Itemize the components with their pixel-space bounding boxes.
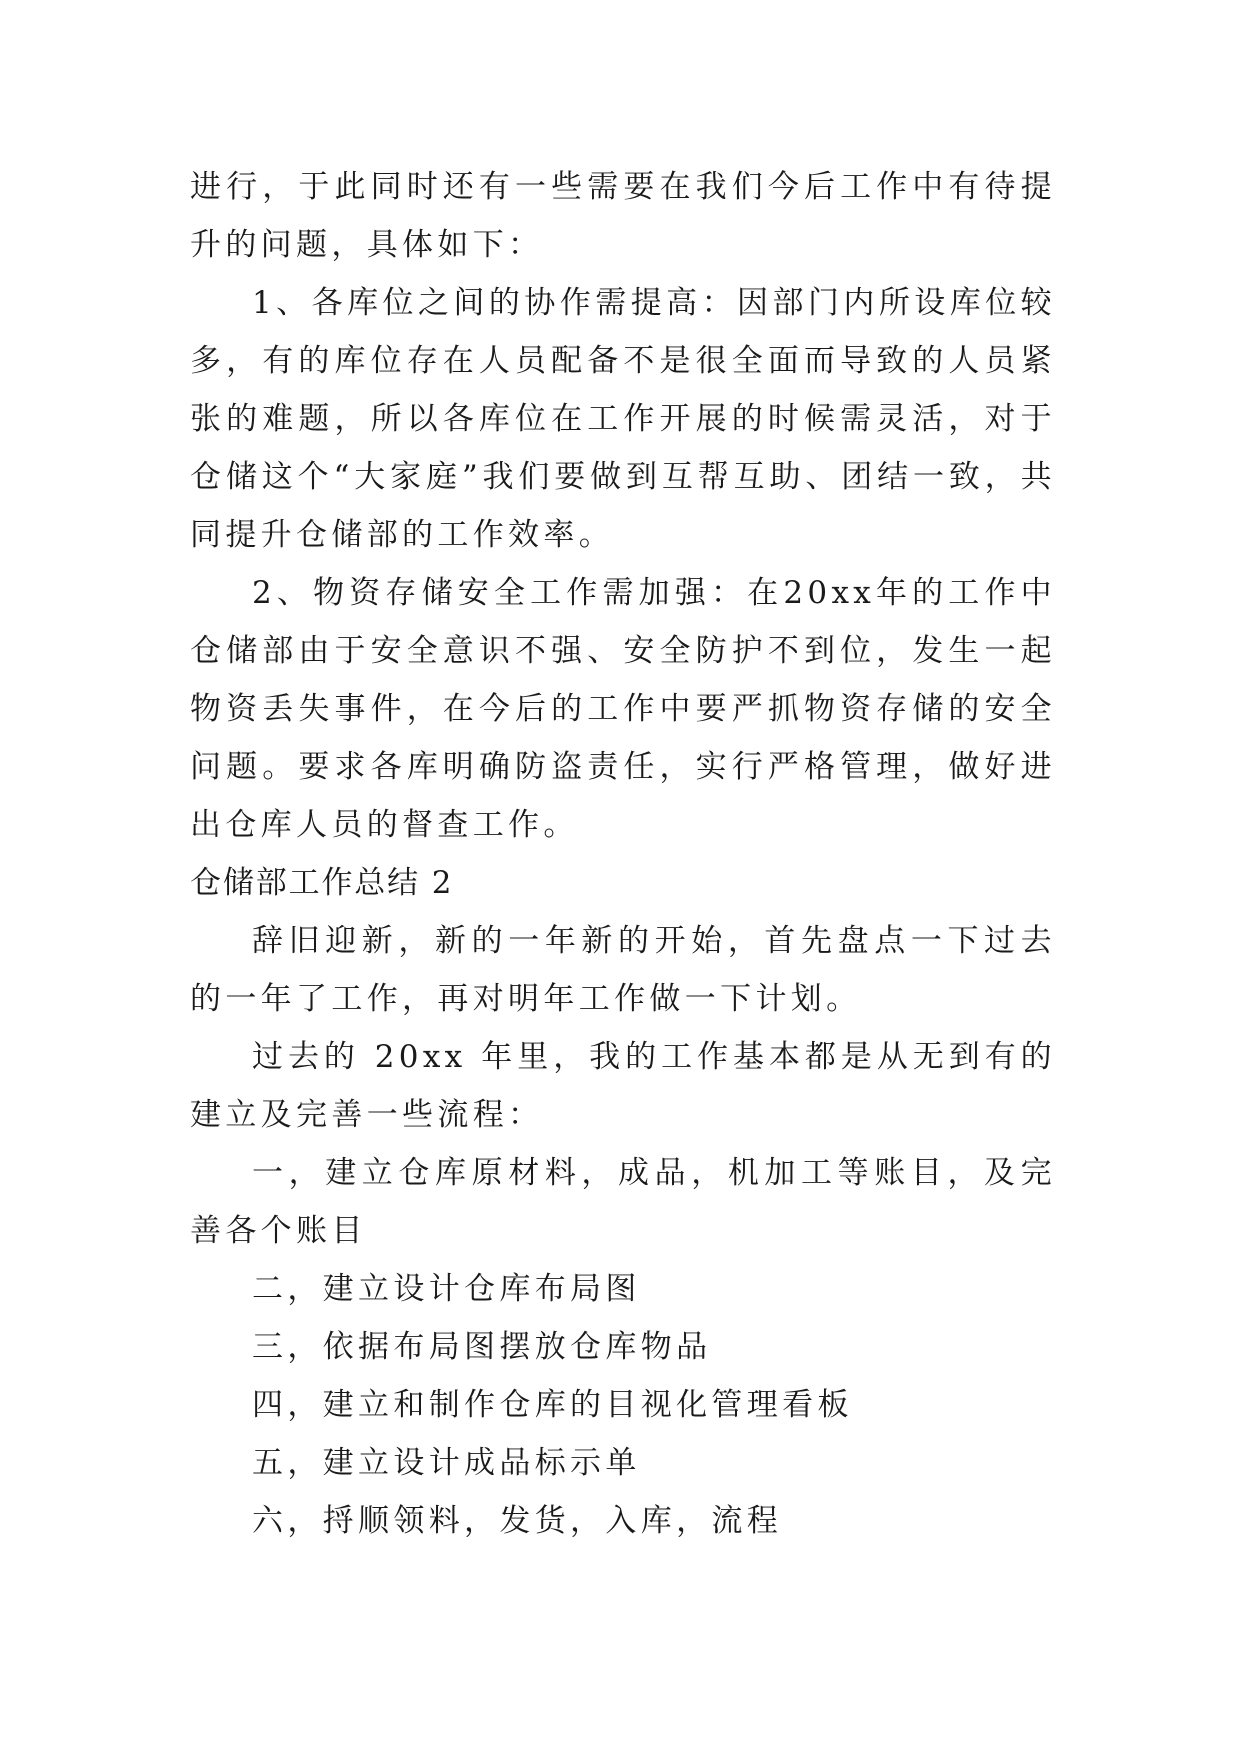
paragraph-item-1: 1、各库位之间的协作需提高：因部门内所设库位较多，有的库位存在人员配备不是很全面而导致的人员紧张的难题，所以各库位在工作开展的时候需灵活，对于仓储这个“大家庭”我们要做到互帮互助、团结一致，共同提升仓储部的工作效率。: [190, 285, 1056, 553]
paragraph-continuation: 进行，于此同时还有一些需要在我们今后工作中有待提升的问题，具体如下：: [190, 169, 1056, 263]
list-item-1: 一，建立仓库原材料，成品，机加工等账目，及完善各个账目: [190, 1155, 1056, 1249]
list-item-6: 六，捋顺领料，发货，入库，流程: [252, 1503, 783, 1539]
list-item-2: 二，建立设计仓库布局图: [252, 1271, 641, 1307]
list-item-3: 三，依据布局图摆放仓库物品: [252, 1329, 712, 1365]
paragraph-item-2: 2、物资存储安全工作需加强：在20xx年的工作中仓储部由于安全意识不强、安全防护不到位，发生一起物资丢失事件，在今后的工作中要严抓物资存储的安全问题。要求各库明确防盗责任，实行严格管理，做好进出仓库人员的督查工作。: [190, 575, 1056, 843]
list-item-4: 四，建立和制作仓库的目视化管理看板: [252, 1387, 853, 1423]
paragraph-intro: 辞旧迎新，新的一年新的开始，首先盘点一下过去的一年了工作，再对明年工作做一下计划。: [190, 923, 1056, 1017]
document-body: [190, 158, 1056, 1550]
paragraph-summary: 过去的 20xx 年里，我的工作基本都是从无到有的建立及完善一些流程：: [190, 1039, 1056, 1133]
section-heading: 仓储部工作总结 2: [190, 865, 454, 901]
list-item-5: 五，建立设计成品标示单: [252, 1445, 641, 1481]
